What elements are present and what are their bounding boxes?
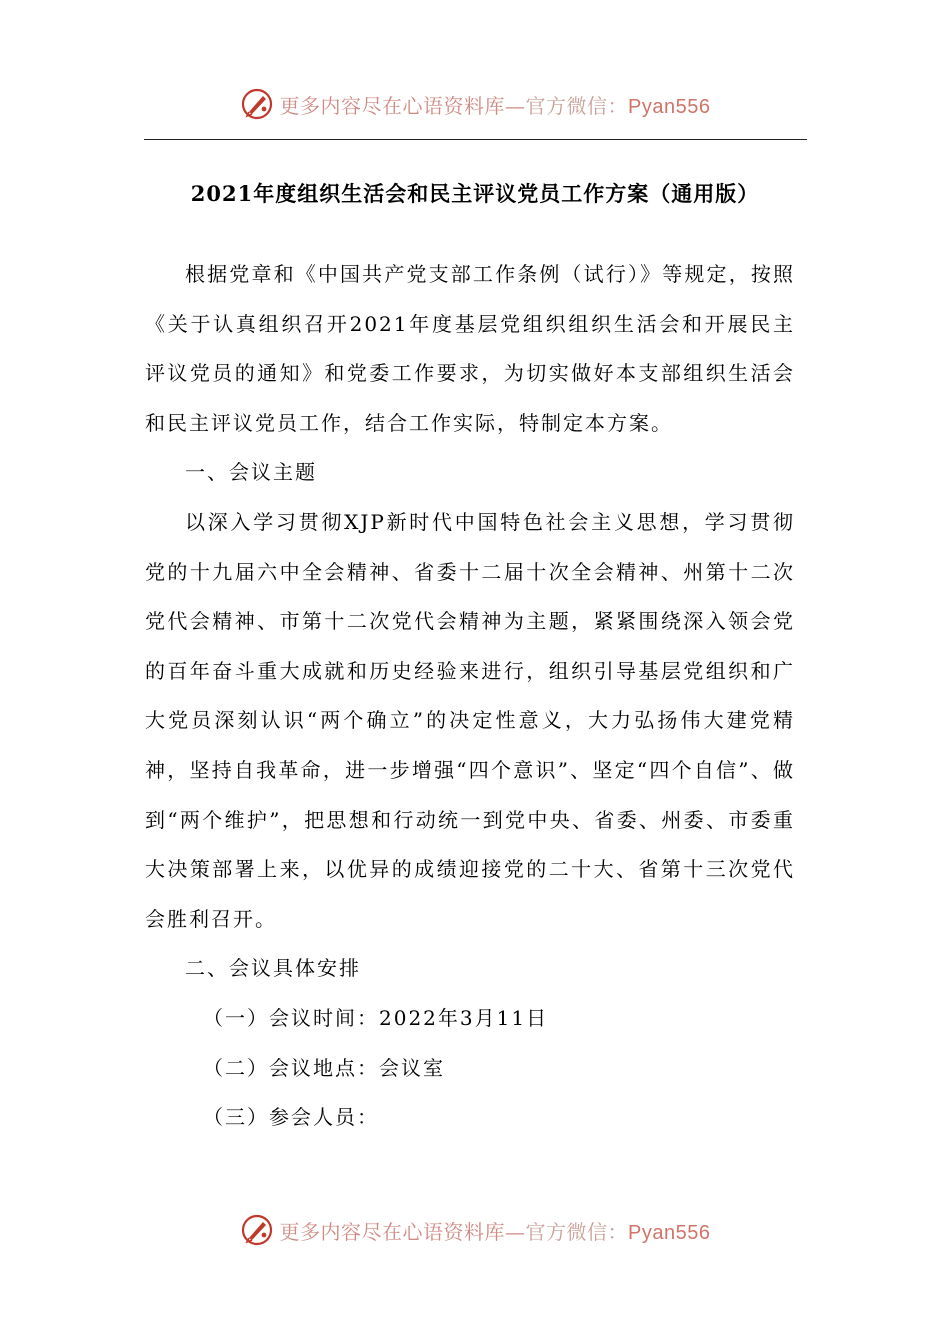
banner-dash: — (505, 1219, 526, 1244)
pen-logo-icon (240, 1213, 274, 1247)
header-banner (0, 84, 950, 124)
intro-paragraph: 根据党章和《中国共产党支部工作条例（试行）》等规定，按照《关于认真组织召开2021年度基层党组织组织生活会和开展民主评议党员的通知》和党委工作要求，为切实做好本支部组织生活会和民主评议党员工作，结合工作实际，特制定本方案。 (145, 262, 795, 435)
banner-wechat-label: 官方微信： (525, 93, 629, 118)
header-divider (144, 139, 807, 140)
banner-dash: — (505, 93, 526, 118)
section1-heading: 一、会议主题 (185, 460, 317, 485)
document-body (145, 250, 795, 1143)
banner-main-text: 更多内容尽在心语资料库 (279, 93, 506, 118)
banner-wechat-label: 官方微信： (525, 1219, 629, 1244)
pen-logo-icon (240, 87, 274, 121)
banner-main-text: 更多内容尽在心语资料库 (279, 1219, 506, 1244)
footer-banner (0, 1210, 950, 1250)
document-title: 2021年度组织生活会和民主评议党员工作方案（通用版） (190, 181, 760, 206)
banner-wechat-id: Pyan556 (628, 1221, 711, 1244)
meeting-time-item: （一）会议时间：2022年3月11日 (203, 1005, 549, 1030)
section1-paragraph: 以深入学习贯彻XJP新时代中国特色社会主义思想，学习贯彻党的十九届六中全会精神、省委十二届十次全会精神、州第十二次党代会精神、市第十二次党代会精神为主题，紧紧围绕深入领会党的百年奋斗重大成就和历史经验来进行，组织引导基层党组织和广大党员深刻认识“两个确立”的决定性意义，大力弘扬伟大建党精神，坚持自我革命，进一步增强“四个意识”、坚定“四个自信”、做到“两个维护”，把思想和行动统一到党中央、省委、州委、市委重大决策部署上来，以优异的成绩迎接党的二十大、省第十三次党代会胜利召开。 (145, 509, 795, 931)
attendees-item: （三）参会人员： (203, 1105, 379, 1130)
meeting-place-item: （二）会议地点：会议室 (203, 1055, 445, 1080)
section2-heading: 二、会议具体安排 (185, 956, 361, 981)
banner-wechat-id: Pyan556 (628, 95, 711, 118)
